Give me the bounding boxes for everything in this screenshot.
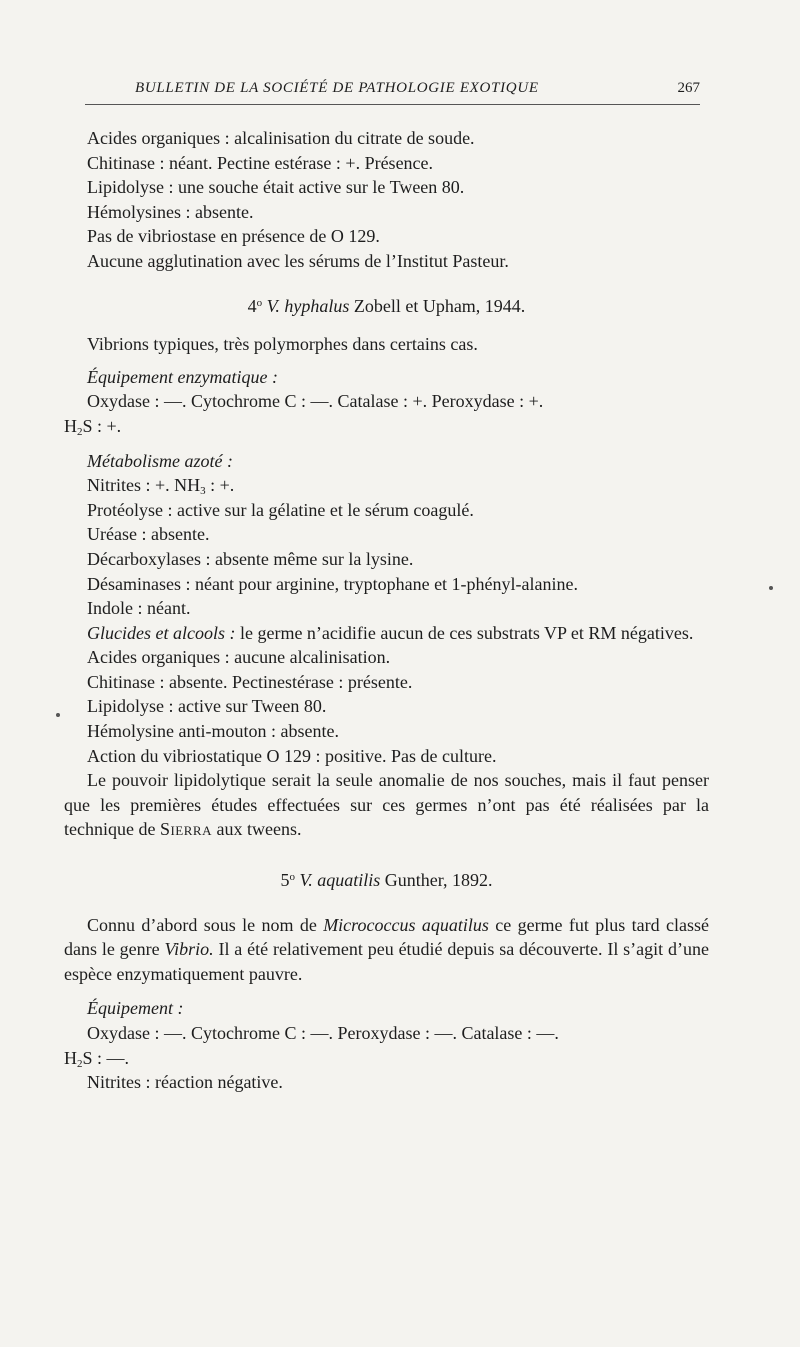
line-lipidolyse-2: Lipidolyse : active sur Tween 80. xyxy=(87,696,327,717)
line-vibriostatique: Action du vibriostatique O 129 : positive. Pas de culture. xyxy=(87,745,497,766)
line-indole: Indole : néant. xyxy=(87,598,191,619)
hyphalus-intro: Vibrions typiques, très polymorphes dans certains cas. xyxy=(87,334,478,355)
line-oxydase-2: Oxydase : —. Cytochrome C : —. Peroxydase : —. Catalase : —. xyxy=(87,1023,559,1043)
line-nitrites: Nitrites : +. $NH_3$ : +. xyxy=(87,475,235,498)
line-urease: Uréase : absente. xyxy=(87,524,210,545)
subheading-equipement-enzymatique: Équipement enzymatique : xyxy=(87,366,278,387)
line-decarboxylases: Décarboxylases : absente même sur la lysine. xyxy=(87,548,414,569)
paragraph-pouvoir-lipidolytique: Le pouvoir lipidolytique serait la seule anomalie de nos souches, mais il faut penser que les premières études effectuées sur ces germes n’ont pas été réalisées par la technique de Sierra aux tweens. xyxy=(64,770,709,840)
line-vibriostase: Pas de vibriostase en présence de O 129. xyxy=(87,226,380,247)
line-chitinase: Chitinase : néant. Pectine estérase : +. Présence. xyxy=(87,152,434,173)
line-chitinase-2: Chitinase : absente. Pectinestérase : présente. xyxy=(87,671,413,692)
line-h2s: $H_2S$ : +. xyxy=(64,415,122,438)
line-acides-organiques: Acides organiques : alcalinisation du citrate de soude. xyxy=(87,128,475,148)
section-heading-aquatilis: 5$^o$ V. aquatilis Gunther, 1892. xyxy=(280,870,493,891)
running-title: BULLETIN DE LA SOCIÉTÉ DE PATHOLOGIE EXOTIQUE xyxy=(135,80,539,96)
line-h2s-2: $H_2S$ : —. xyxy=(64,1047,130,1070)
page-body xyxy=(64,126,709,1095)
line-acides-organiques-2: Acides organiques : aucune alcalinisation. xyxy=(87,647,391,668)
section-heading-hyphalus: 4$^o$ V. hyphalus Zobell et Upham, 1944. xyxy=(247,295,526,316)
line-lipidolyse: Lipidolyse : une souche était active sur le Tween 80. xyxy=(87,177,465,198)
margin-dot-left xyxy=(56,713,60,717)
line-agglutination: Aucune agglutination avec les sérums de l’Institut Pasteur. xyxy=(87,250,509,271)
line-glucides: Glucides et alcools : le germe n’acidifie aucun de ces substrats VP et RM négatives. xyxy=(87,622,694,643)
line-proteolyse: Protéolyse : active sur la gélatine et le sérum coagulé. xyxy=(87,499,474,520)
line-hemolysines: Hémolysines : absente. xyxy=(87,201,254,222)
page-number: 267 xyxy=(677,80,700,96)
subheading-equipement: Équipement : xyxy=(87,998,184,1019)
line-desaminases: Désaminases : néant pour arginine, tryptophane et 1-phényl-alanine. xyxy=(87,573,579,594)
margin-dot-right xyxy=(769,586,773,590)
running-header xyxy=(85,78,700,105)
line-oxydase: Oxydase : —. Cytochrome C : —. Catalase : +. Peroxydase : +. xyxy=(87,391,544,412)
paragraph-aquatilis: Connu d’abord sous le nom de Micrococcus aquatilus ce germe fut plus tard classé dans le genre Vibrio. Il a été relativement peu étudié depuis sa découverte. Il s’agit d’une espèce enzymatiquement pauvre. xyxy=(64,914,709,984)
line-nitrites-2: Nitrites : réaction négative. xyxy=(87,1072,283,1093)
line-hemolysine: Hémolysine anti-mouton : absente. xyxy=(87,721,339,742)
subheading-metabolisme-azote: Métabolisme azoté : xyxy=(87,450,233,471)
